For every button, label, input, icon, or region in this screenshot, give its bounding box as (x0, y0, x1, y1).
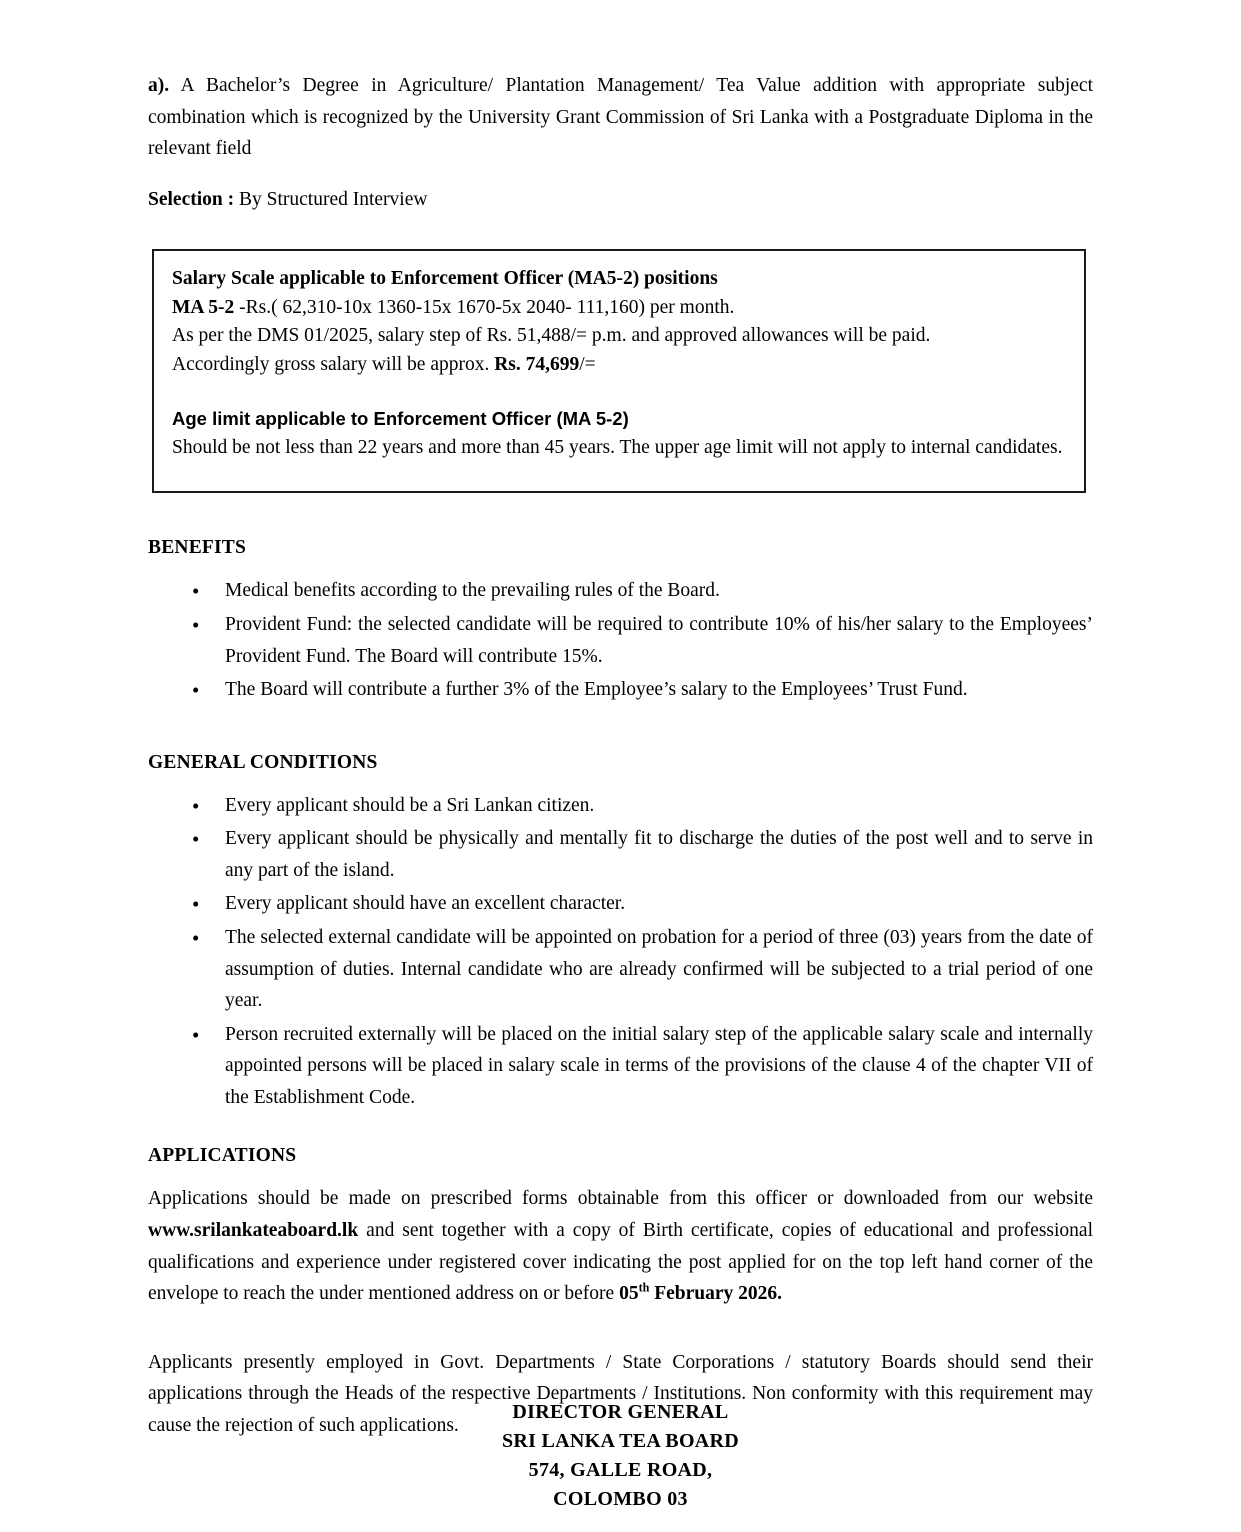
list-item: • Every applicant should be physically and mentally fit to discharge the duties of the post well and to serve in any part of the island. (148, 823, 1093, 886)
age-limit-heading: Age limit applicable to Enforcement Officer (MA 5-2) (172, 408, 629, 430)
list-item: • Medical benefits according to the prevailing rules of the Board. (148, 575, 1093, 607)
salary-scale-code: MA 5-2 (172, 296, 235, 318)
footer-address (0, 1398, 1241, 1514)
benefits-list (148, 575, 1093, 705)
selection-line (148, 184, 1093, 216)
gross-salary-prefix: Accordingly gross salary will be approx. (172, 353, 495, 375)
age-limit-text: Should be not less than 22 years and more than 45 years. The upper age limit will not apply to internal candidates. (172, 437, 1063, 459)
footer-director-general: DIRECTOR GENERAL (512, 1401, 729, 1423)
benefits-heading: BENEFITS (148, 537, 247, 559)
spacer-after-conditions (148, 1115, 1093, 1145)
list-item: • Provident Fund: the selected candidate will be required to contribute 10% of his/her salary to the Employees’ Provident Fund. The Board will contribute 15%. (148, 609, 1093, 672)
salary-scale-heading: Salary Scale applicable to Enforcement Officer (MA5-2) positions (172, 268, 718, 290)
general-conditions-heading: GENERAL CONDITIONS (148, 751, 378, 773)
applications-paragraph-1 (148, 1183, 1093, 1309)
footer-street-address: 574, GALLE ROAD, (528, 1459, 713, 1481)
qualification-label: a). (148, 75, 170, 96)
deadline-ordinal: th (638, 1280, 650, 1295)
salary-and-age-box (152, 249, 1086, 493)
qualification-text: A Bachelor’s Degree in Agriculture/ Plantation Management/ Tea Value addition with appropriate subject combination which is recognized by the University Grant Commission of Sri Lanka with a Postgraduate Diploma in the relevant field (148, 75, 1093, 160)
list-item: • Person recruited externally will be placed on the initial salary step of the applicable salary scale and internally appointed persons will be placed in salary scale in terms of the provisions of the clause 4 of the chapter VII of the Establishment Code. (148, 1019, 1093, 1114)
qualification-paragraph (148, 70, 1093, 165)
website-link[interactable]: www.srilankateaboard.lk (148, 1220, 359, 1242)
footer-city: COLOMBO 03 (553, 1488, 688, 1510)
general-conditions-list (148, 790, 1093, 1114)
spacer-between-application-paras (148, 1329, 1093, 1347)
applications-text-part1: Applications should be made on prescribed forms obtainable from this officer or downloaded from our website (148, 1188, 1093, 1210)
list-item: • Every applicant should have an excellent character. (148, 888, 1093, 920)
selection-value: By Structured Interview (238, 188, 428, 210)
salary-scale-line (172, 294, 1066, 322)
applications-heading: APPLICATIONS (148, 1145, 297, 1167)
gross-salary-amount: Rs. 74,699 (494, 353, 580, 375)
box-inner-spacer (172, 379, 1066, 405)
gross-salary-line (172, 351, 1066, 379)
applications-text-part2: and sent together with a copy of Birth certificate, copies of educational and professional qualifications and experience under registered cover indicating the post applied for on the top left hand corner of the envelope to reach the under mentioned address on or before (148, 1220, 1093, 1305)
spacer-after-benefits (148, 708, 1093, 752)
deadline-day: 05 (619, 1283, 639, 1305)
document-body (148, 70, 1093, 1461)
selection-label: Selection : (148, 188, 235, 210)
list-item: • The Board will contribute a further 3% of the Employee’s salary to the Employees’ Trust Fund. (148, 674, 1093, 706)
list-item: • The selected external candidate will be appointed on probation for a period of three (03) years from the date of assumption of duties. Internal candidate who are already confirmed will be subjected to a trial period of one year. (148, 922, 1093, 1017)
deadline-date (619, 1280, 783, 1305)
deadline-month-year: February 2026. (649, 1283, 783, 1305)
footer-organisation: SRI LANKA TEA BOARD (501, 1430, 740, 1452)
dms-salary-step-line: As per the DMS 01/2025, salary step of Rs. 51,488/= p.m. and approved allowances will be paid. (172, 325, 931, 347)
salary-scale-range: -Rs.( 62,310-10x 1360-15x 1670-5x 2040- 111,160) per month. (239, 296, 735, 318)
spacer-after-box (148, 493, 1093, 537)
gross-salary-suffix: /= (579, 353, 596, 375)
applications-paragraph-2: Applicants presently employed in Govt. Departments / State Corporations / statutory Boards should send their applications through the Heads of the respective Departments / Institutions. Non conformity with this requirement may cause the rejection of such applications. (148, 1351, 1093, 1436)
list-item: • Every applicant should be a Sri Lankan citizen. (148, 790, 1093, 822)
